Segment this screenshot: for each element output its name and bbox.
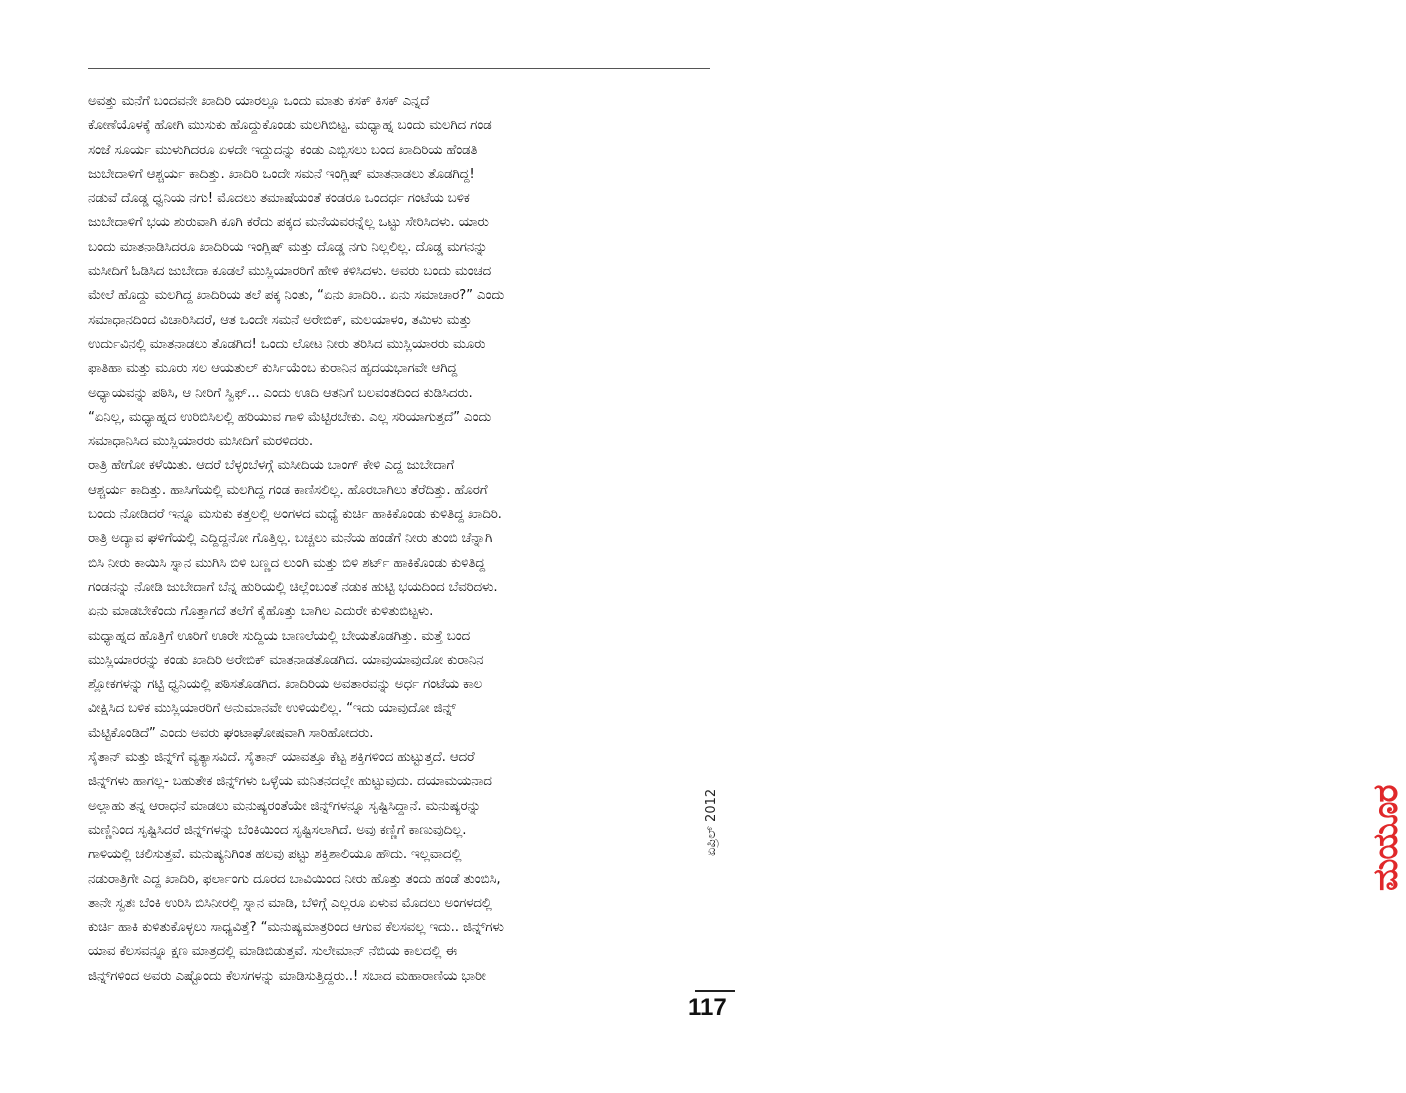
- text-line: ಬಂದು ನೋಡಿದರೆ ಇನ್ನೂ ಮಸುಕು ಕತ್ತಲಲ್ಲಿ ಅಂಗಳದ ಮಧ್ಯೆ ಕುರ್ಚಿ ಹಾಕಿಕೊಂಡು ಕುಳಿತಿದ್ದ ಖಾದಿರಿ.: [88, 507, 502, 523]
- text-line: ಸಮಾಧಾನದಿಂದ ವಿಚಾರಿಸಿದರೆ, ಆತ ಒಂದೇ ಸಮನೆ ಅರೇಬಿಕ್, ಮಲಯಾಳಂ, ತಮಿಳು ಮತ್ತು: [88, 312, 472, 328]
- text-line: ಜಿನ್ನ್‌ಗಳಿಂದ ಅವರು ಎಷ್ಟೊಂದು ಕೆಲಸಗಳನ್ನು ಮಾಡಿಸುತ್ತಿದ್ದರು..! ಸಬಾದ ಮಹಾರಾಣಿಯ ಭಾರೀ: [88, 968, 486, 984]
- text-line: ಮಣ್ಣಿನಿಂದ ಸೃಷ್ಟಿಸಿದರೆ ಜಿನ್ನ್‌ಗಳನ್ನು ಬೆಂಕಿಯಿಂದ ಸೃಷ್ಟಿಸಲಾಗಿದೆ. ಅವು ಕಣ್ಣಿಗೆ ಕಾಣುವುದಿಲ್ಲ.: [88, 822, 467, 838]
- text-line: ಮಧ್ಯಾಹ್ನದ ಹೊತ್ತಿಗೆ ಊರಿಗೆ ಊರೇ ಸುದ್ದಿಯ ಬಾಣಲೆಯಲ್ಲಿ ಬೇಯತೊಡಗಿತ್ತು. ಮತ್ತೆ ಬಂದ: [88, 628, 471, 644]
- text-line: ಸಮಾಧಾನಿಸಿದ ಮುಸ್ಲಿಯಾರರು ಮಸೀದಿಗೆ ಮರಳಿದರು.: [88, 434, 314, 450]
- text-line: ಅವತ್ತು ಮನೆಗೆ ಬಂದವನೇ ಖಾದಿರಿ ಯಾರಲ್ಲೂ ಒಂದು ಮಾತು ಕಸಕ್ ಕಿಸಕ್ ಎನ್ನದೆ: [88, 94, 430, 109]
- page-number: 117: [688, 994, 727, 1021]
- top-rule: [88, 68, 710, 69]
- text-line: ವೀಕ್ಷಿಸಿದ ಬಳಿಕ ಮುಸ್ಲಿಯಾರರಿಗೆ ಅನುಮಾನವೇ ಉಳಿಯಲಿಲ್ಲ. “ಇದು ಯಾವುದೋ ಜಿನ್ನ್: [88, 701, 456, 717]
- text-line: ರಾತ್ರಿ ಹೇಗೋ ಕಳೆಯಿತು. ಆದರೆ ಬೆಳ್ಳಂಬೆಳಗ್ಗೆ ಮಸೀದಿಯ ಬಾಂಗ್ ಕೇಳಿ ಎದ್ದ ಜುಬೇದಾಗೆ: [88, 458, 454, 474]
- text-line: ಯಾವ ಕೆಲಸವನ್ನೂ ಕ್ಷಣ ಮಾತ್ರದಲ್ಲಿ ಮಾಡಿಬಿಡುತ್ತವೆ. ಸುಲೇಮಾನ್ ನೆಬಿಯ ಕಾಲದಲ್ಲಿ ಈ: [88, 944, 457, 960]
- text-line: ಶ್ಲೋಕಗಳನ್ನು ಗಟ್ಟಿ ಧ್ವನಿಯಲ್ಲಿ ಪಠಿಸತೊಡಗಿದ. ಖಾದಿರಿಯ ಅವತಾರವನ್ನು ಅರ್ಧ ಗಂಟೆಯ ಕಾಲ: [88, 677, 483, 693]
- text-line: ಅಲ್ಲಾಹು ತನ್ನ ಆರಾಧನೆ ಮಾಡಲು ಮನುಷ್ಯರಂತೆಯೇ ಜಿನ್ನ್‌ಗಳನ್ನೂ ಸೃಷ್ಟಿಸಿದ್ದಾನೆ. ಮನುಷ್ಯರನ್ನು: [88, 798, 481, 814]
- paragraph: [88, 90, 688, 454]
- issue-date: ಏಪ್ರಿಲ್ 2012: [704, 788, 719, 856]
- text-line: ಬಂದು ಮಾತನಾಡಿಸಿದರೂ ಖಾದಿರಿಯ ಇಂಗ್ಲಿಷ್ ಮತ್ತು ದೊಡ್ಡ ನಗು ನಿಲ್ಲಲಿಲ್ಲ. ದೊಡ್ಡ ಮಗನನ್ನು: [88, 239, 488, 255]
- text-line: ಕುರ್ಚಿ ಹಾಕಿ ಕುಳಿತುಕೊಳ್ಳಲು ಸಾಧ್ಯವಿತ್ತೆ? “ಮನುಷ್ಯಮಾತ್ರರಿಂದ ಆಗುವ ಕೆಲಸವಲ್ಲ ಇದು.. ಜಿನ್ನ್‌ಗಳು: [88, 920, 504, 936]
- paragraph: [88, 625, 688, 746]
- text-line: ಮೇಲೆ ಹೊದ್ದು ಮಲಗಿದ್ದ ಖಾದಿರಿಯ ತಲೆ ಪಕ್ಕ ನಿಂತು, “ಏನು ಖಾದಿರಿ.. ಏನು ಸಮಾಚಾರ?” ಎಂದು: [88, 288, 505, 304]
- text-line: ಸೈತಾನ್ ಮತ್ತು ಜಿನ್ನ್‌ಗೆ ವ್ಯತ್ಯಾಸವಿದೆ. ಸೈತಾನ್ ಯಾವತ್ತೂ ಕೆಟ್ಟ ಶಕ್ತಿಗಳಿಂದ ಹುಟ್ಟುತ್ತದೆ. ಆದರೆ: [88, 750, 475, 766]
- paragraph: [88, 746, 688, 989]
- text-line: ತಾನೇ ಸ್ವತಃ ಬೆಂಕಿ ಉರಿಸಿ ಬಿಸಿನೀರಲ್ಲಿ ಸ್ನಾನ ಮಾಡಿ, ಬೆಳಿಗ್ಗೆ ಎಲ್ಲರೂ ಏಳುವ ಮೊದಲು ಅಂಗಳದಲ್ಲಿ: [88, 895, 492, 911]
- text-line: ನಡುವೆ ದೊಡ್ಡ ಧ್ವನಿಯ ನಗು! ಮೊದಲು ತಮಾಷೆಯಂತೆ ಕಂಡರೂ ಒಂದರ್ಧ ಗಂಟೆಯ ಬಳಿಕ: [88, 191, 470, 207]
- text-line: ಜುಬೇದಾಳಿಗೆ ಭಯ ಶುರುವಾಗಿ ಕೂಗಿ ಕರೆದು ಪಕ್ಕದ ಮನೆಯವರನ್ನೆಲ್ಲ ಒಟ್ಟು ಸೇರಿಸಿದಳು. ಯಾರು: [88, 215, 489, 231]
- text-line: ಬಿಸಿ ನೀರು ಕಾಯಿಸಿ ಸ್ನಾನ ಮುಗಿಸಿ ಬಿಳಿ ಬಣ್ಣದ ಲುಂಗಿ ಮತ್ತು ಬಿಳಿ ಶರ್ಟ್ ಹಾಕಿಕೊಂಡು ಕುಳಿತಿದ್ದ: [88, 555, 485, 571]
- text-line: ಗಾಳಿಯಲ್ಲಿ ಚಲಿಸುತ್ತವೆ. ಮನುಷ್ಯನಿಗಿಂತ ಹಲವು ಪಟ್ಟು ಶಕ್ತಿಶಾಲಿಯೂ ಹೌದು. ಇಲ್ಲವಾದಲ್ಲಿ: [88, 847, 462, 863]
- article-body: [88, 90, 688, 989]
- text-line: ಜುಬೇದಾಳಿಗೆ ಆಶ್ಚರ್ಯ ಕಾದಿತ್ತು. ಖಾದಿರಿ ಒಂದೇ ಸಮನೆ ಇಂಗ್ಲಿಷ್ ಮಾತನಾಡಲು ತೊಡಗಿದ್ದ!: [88, 166, 475, 182]
- text-line: ಗಂಡನನ್ನು ನೋಡಿ ಜುಬೇದಾಗೆ ಬೆನ್ನ ಹುರಿಯಲ್ಲಿ ಚಿಲ್ಲೆಂಬಂತೆ ನಡುಕ ಹುಟ್ಟಿ ಭಯದಿಂದ ಬೆವರಿದಳು.: [88, 579, 498, 595]
- sidebar: [690, 785, 1406, 986]
- text-line: “ಏನಿಲ್ಲ, ಮಧ್ಯಾಹ್ನದ ಉರಿಬಿಸಿಲಲ್ಲಿ ಹರಿಯುವ ಗಾಳಿ ಮೆಟ್ಟಿರಬೇಕು. ಎಲ್ಲ ಸರಿಯಾಗುತ್ತದೆ” ಎಂದು: [88, 409, 492, 425]
- masthead-logo: ಮಯೂರ: [1366, 785, 1406, 891]
- page-number-rule: [695, 990, 735, 992]
- text-line: ಮುಸ್ಲಿಯಾರರನ್ನು ಕಂಡು ಖಾದಿರಿ ಅರೇಬಿಕ್ ಮಾತನಾಡತೊಡಗಿದ. ಯಾವುಯಾವುದೋ ಕುರಾನಿನ: [88, 652, 484, 668]
- text-line: ಫಾತಿಹಾ ಮತ್ತು ಮೂರು ಸಲ ಆಯತುಲ್ ಕುರ್ಸಿಯೆಂಬ ಕುರಾನಿನ ಹೃದಯಭಾಗವೇ ಆಗಿದ್ದ: [88, 361, 458, 377]
- text-line: ಜಿನ್ನ್‌ಗಳು ಹಾಗಲ್ಲ- ಬಹುತೇಕ ಜಿನ್ನ್‌ಗಳು ಒಳ್ಳೆಯ ಮನಿತನದಲ್ಲೇ ಹುಟ್ಟುವುದು. ದಯಾಮಯನಾದ: [88, 774, 492, 790]
- text-line: ಸಂಜೆ ಸೂರ್ಯ ಮುಳುಗಿದರೂ ಏಳದೇ ಇದ್ದುದನ್ನು ಕಂಡು ಎಬ್ಬಿಸಲು ಬಂದ ಖಾದಿರಿಯ ಹೆಂಡತಿ: [88, 142, 478, 158]
- text-line: ಉರ್ದುವಿನಲ್ಲಿ ಮಾತನಾಡಲು ತೊಡಗಿದ! ಒಂದು ಲೋಟ ನೀರು ತರಿಸಿದ ಮುಸ್ಲಿಯಾರರು ಮೂರು: [88, 336, 486, 352]
- paragraph: [88, 454, 688, 624]
- text-line: ಆಶ್ಚರ್ಯ ಕಾದಿತ್ತು. ಹಾಸಿಗೆಯಲ್ಲಿ ಮಲಗಿದ್ದ ಗಂಡ ಕಾಣಿಸಲಿಲ್ಲ. ಹೊರಬಾಗಿಲು ತೆರೆದಿತ್ತು. ಹೊರಗೆ: [88, 482, 488, 498]
- text-line: ಏನು ಮಾಡಬೇಕೆಂದು ಗೊತ್ತಾಗದೆ ತಲೆಗೆ ಕೈಹೊತ್ತು ಬಾಗಿಲ ಎದುರೇ ಕುಳಿತುಬಿಟ್ಟಳು.: [88, 604, 434, 620]
- text-line: ನಡುರಾತ್ರಿಗೇ ಎದ್ದ ಖಾದಿರಿ, ಫರ್ಲಾಂಗು ದೂರದ ಬಾವಿಯಿಂದ ನೀರು ಹೊತ್ತು ತಂದು ಹಂಡೆ ತುಂಬಿಸಿ,: [88, 871, 501, 887]
- text-line: ರಾತ್ರಿ ಅದ್ಯಾವ ಘಳಿಗೆಯಲ್ಲಿ ಎದ್ದಿದ್ದನೋ ಗೊತ್ತಿಲ್ಲ. ಬಚ್ಚಲು ಮನೆಯ ಹಂಡೆಗೆ ನೀರು ತುಂಬಿ ಚೆನ್ನಾಗಿ: [88, 531, 493, 547]
- text-line: ಮಸೀದಿಗೆ ಓಡಿಸಿದ ಜುಬೇದಾ ಕೂಡಲೆ ಮುಸ್ಲಿಯಾರರಿಗೆ ಹೇಳಿ ಕಳಿಸಿದಳು. ಅವರು ಬಂದು ಮಂಚದ: [88, 264, 492, 280]
- text-line: ಮೆಟ್ಟಿಕೊಂಡಿದೆ” ಎಂದು ಅವರು ಘಂಟಾಘೋಷವಾಗಿ ಸಾರಿಹೋದರು.: [88, 725, 374, 741]
- text-line: ಅಧ್ಯಾಯವನ್ನು ಪಠಿಸಿ, ಆ ನೀರಿಗೆ ಸ್ವಿಫ್... ಎಂದು ಊದಿ ಆತನಿಗೆ ಬಲವಂತದಿಂದ ಕುಡಿಸಿದರು.: [88, 385, 473, 401]
- text-line: ಕೋಣೆಯೊಳಕ್ಕೆ ಹೋಗಿ ಮುಸುಕು ಹೊದ್ದುಕೊಂಡು ಮಲಗಿಬಿಟ್ಟ. ಮಧ್ಯಾಹ್ನ ಬಂದು ಮಲಗಿದ ಗಂಡ: [88, 118, 492, 134]
